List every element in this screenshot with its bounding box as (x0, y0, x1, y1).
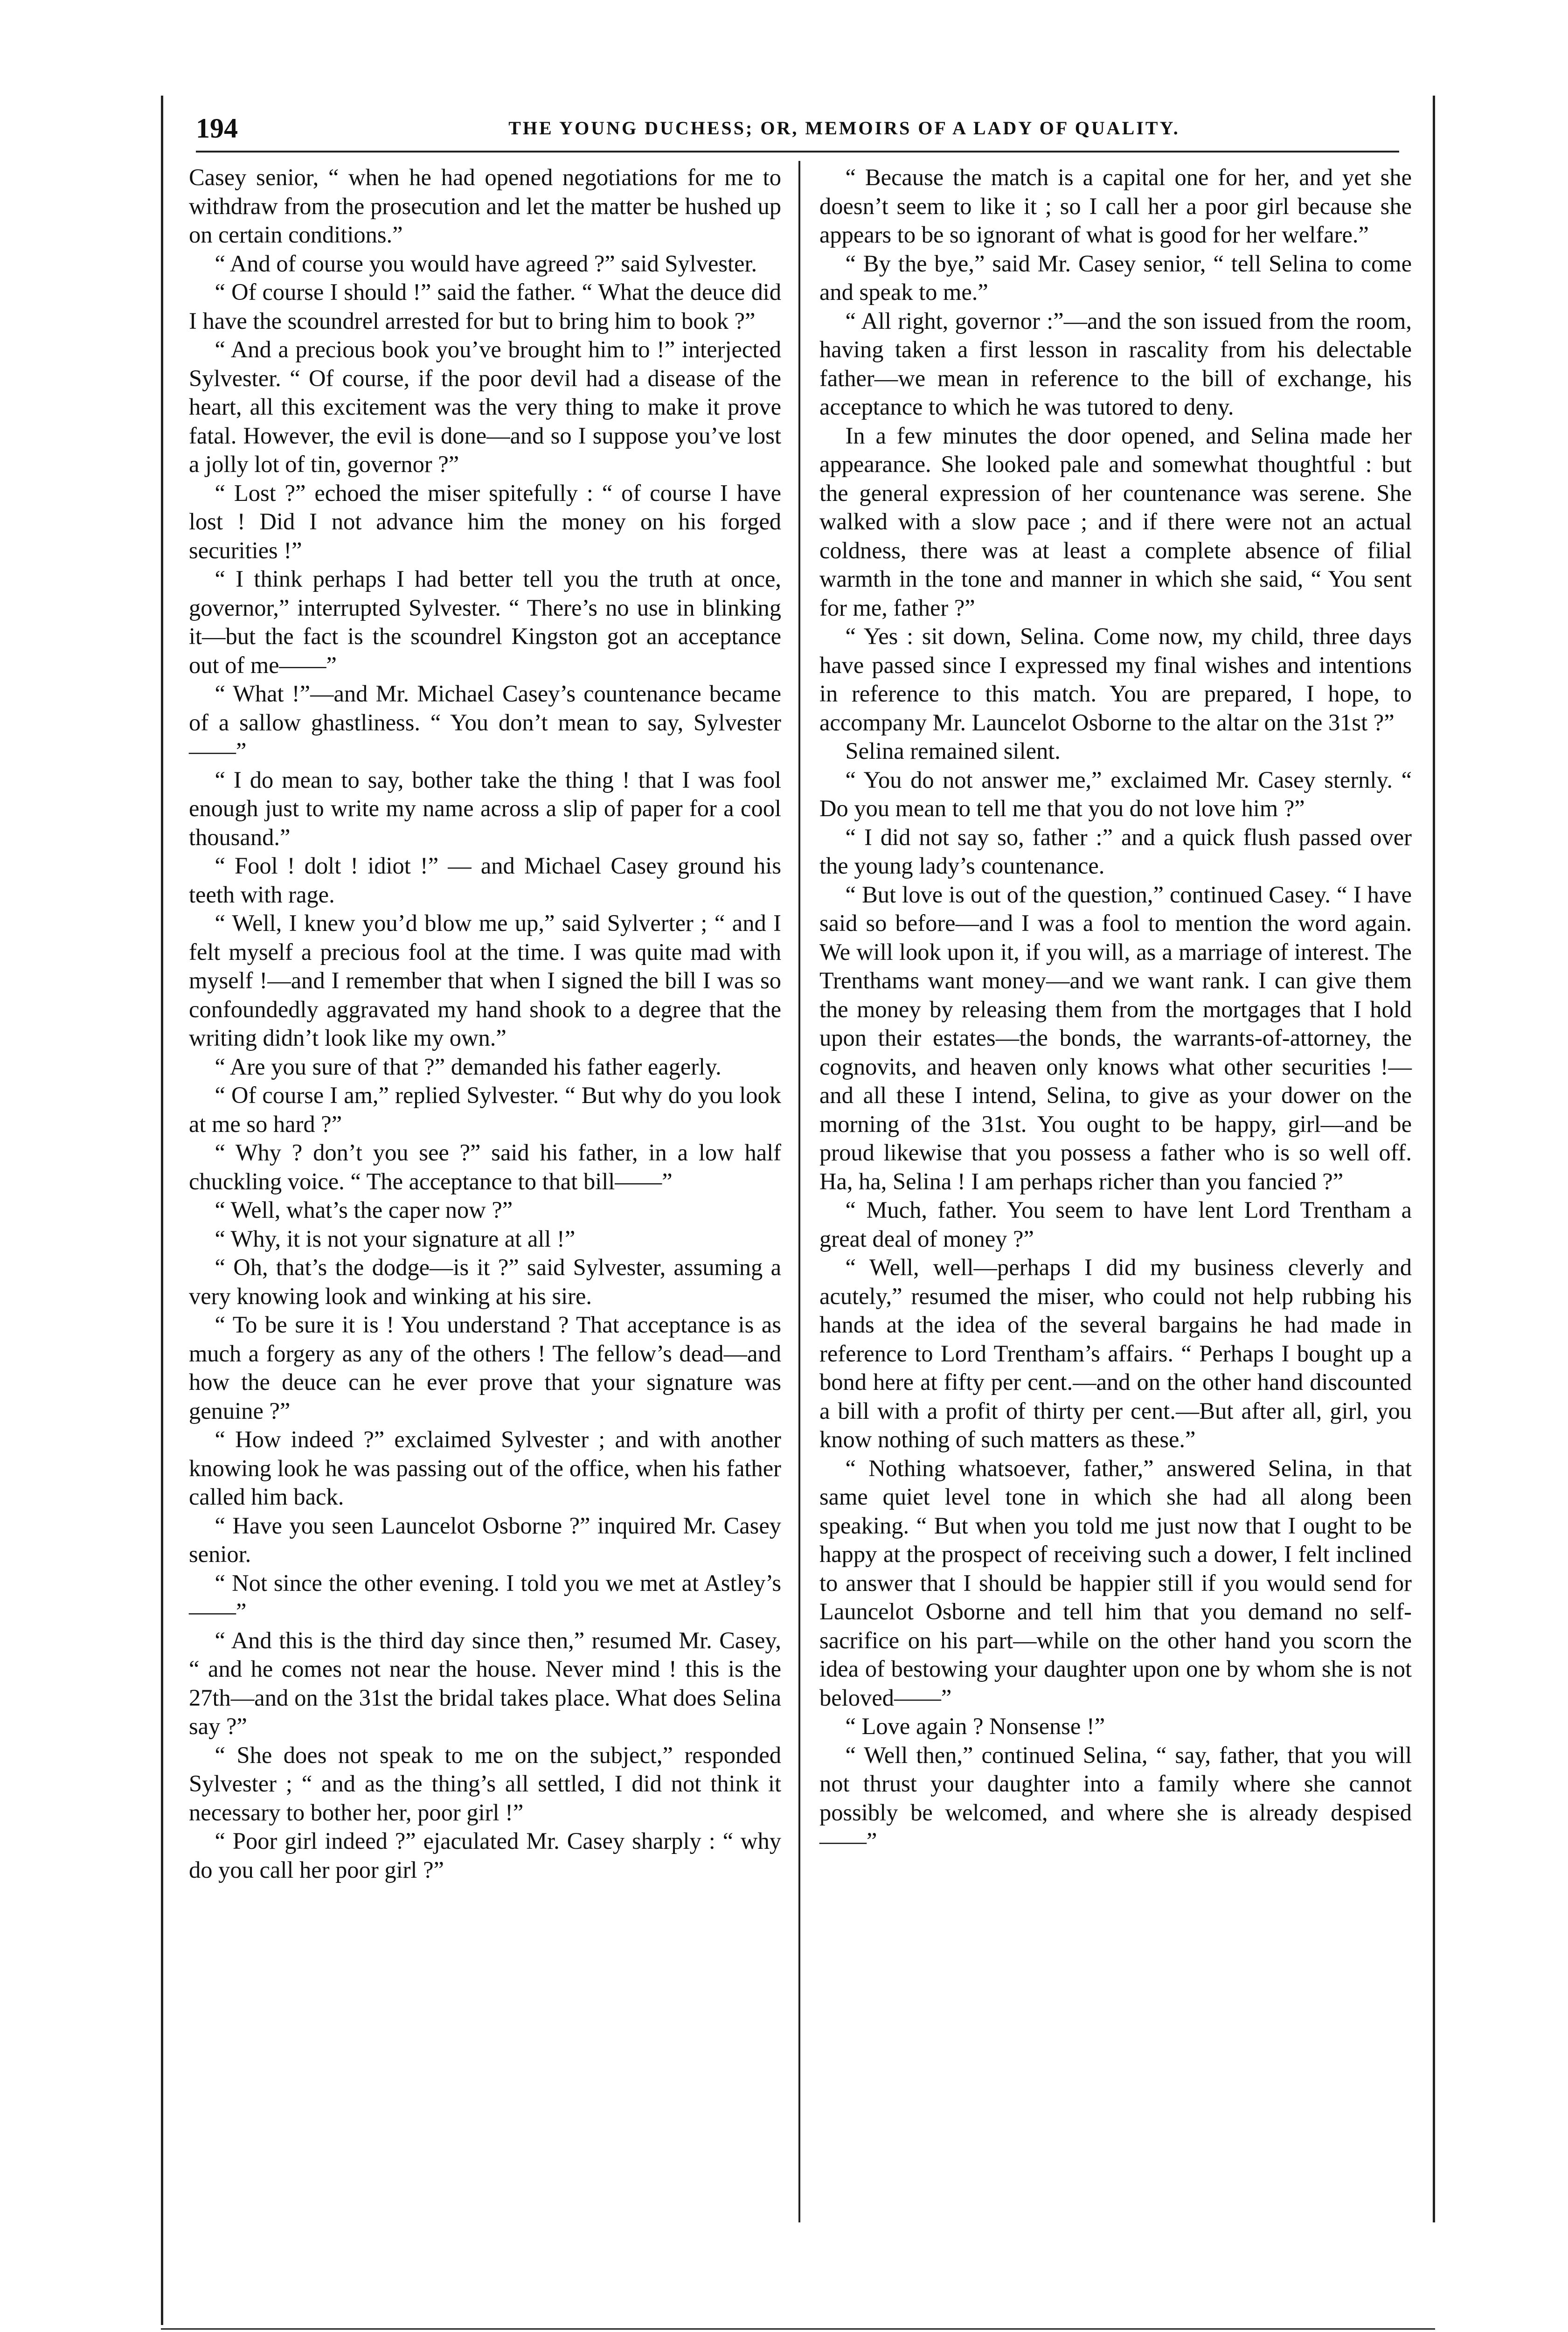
paragraph: “ Lost ?” echoed the miser spitefully : “ of course I have lost ! Did I not advance him the money on his forged securities !” (189, 479, 781, 563)
paragraph: “ I did not say so, father :” and a quick flush passed over the young lady’s countenance. (819, 824, 1412, 879)
paragraph: “ Poor girl indeed ?” ejaculated Mr. Casey sharply : “ why do you call her poor girl ?” (189, 1828, 781, 1883)
right-border-rule (1433, 96, 1435, 2222)
paragraph: “ And of course you would have agreed ?” said Sylvester. (215, 250, 757, 277)
paragraph: “ Much, father. You seem to have lent Lord Trentham a great deal of money ?” (819, 1197, 1412, 1252)
left-column (189, 163, 781, 1884)
paragraph: “ By the bye,” said Mr. Casey senior, “ tell Selina to come and speak to me.” (819, 250, 1412, 305)
paragraph: “ But love is out of the question,” continued Casey. “ I have said so before—and I was a fool to mention the word again. We will look upon it, if you will, as a marriage of interest. The Trenthams want money—and we want rank. I can give them the money by releasing them from the mortgages that I hold upon their estates—the bonds, the warrants-of-attorney, the cognovits, and heaven only knows what other securities !—and all these I intend, Selina, to give as your dower on the morning of the 31st. You ought to be happy, girl—and be proud likewise that you possess a father who is so well off. Ha, ha, Selina ! I am perhaps richer than you fancied ?” (819, 881, 1412, 1194)
paragraph: “ Nothing whatsoever, father,” answered Selina, in that same quiet level tone in which she had all along been speaking. “ But when you told me just now that I ought to be happy at the prospect of receiving such a dower, I felt inclined to answer that I should be happier still if you would send for Launcelot Osborne and tell him that you demand no self-sacrifice on his part—while on the other hand you scorn the idea of bestowing your daughter upon one by whom she is not beloved——” (819, 1455, 1412, 1711)
column-divider (798, 161, 800, 2222)
page-number: 194 (196, 113, 238, 144)
paragraph: “ How indeed ?” exclaimed Sylvester ; and with another knowing look he was passing out of the office, when his father called him back. (189, 1426, 781, 1510)
paragraph: “ Well, well—perhaps I did my business cleverly and acutely,” resumed the miser, who could not help rubbing his hands at the idea of the several bargains he had made in reference to Lord Trentham’s affairs. “ Perhaps I bought up a bond here at fifty per cent.—and on the other hand discounted a bill with a profit of thirty per cent.—But after all, girl, you know nothing of such matters as these.” (819, 1254, 1412, 1452)
paragraph: “ All right, governor :”—and the son issued from the room, having taken a first lesson in rascality from his delectable father—we mean in reference to the bill of exchange, his acceptance to which he was tutored to deny. (819, 307, 1412, 420)
page-header (196, 110, 1399, 147)
paragraph: “ Are you sure of that ?” demanded his father eagerly. (215, 1053, 722, 1080)
paragraph: “ Oh, that’s the dodge—is it ?” said Sylvester, assuming a very knowing look and winking at his sire. (189, 1254, 781, 1309)
paragraph: “ What !”—and Mr. Michael Casey’s countenance became of a sallow ghastliness. “ You don’t mean to say, Sylvester——” (189, 680, 781, 764)
right-column (819, 163, 1412, 1856)
paragraph: “ Yes : sit down, Selina. Come now, my child, three days have passed since I expressed my final wishes and intentions in reference to this match. You are prepared, I hope, to accompany Mr. Launcelot Osborne to the altar on the 31st ?” (819, 623, 1412, 736)
paragraph: “ Why, it is not your signature at all !” (215, 1225, 576, 1252)
paragraph: “ You do not answer me,” exclaimed Mr. Casey sternly. “ Do you mean to tell me that you do not love him ?” (819, 766, 1412, 821)
paragraph: “ Fool ! dolt ! idiot !” — and Michael Casey ground his teeth with rage. (189, 853, 781, 908)
bottom-border-rule-thin (161, 2328, 1435, 2330)
page-frame (161, 96, 1435, 2332)
header-rule (196, 151, 1399, 153)
paragraph: “ I think perhaps I had better tell you the truth at once, governor,” interrupted Sylvester. “ There’s no use in blinking it—but the fact is the scoundrel Kingston got an acceptance out of me——” (189, 566, 781, 678)
paragraph: “ She does not speak to me on the subject,” responded Sylvester ; “ and as the thing’s all settled, I did not think it necessary to bother her, poor girl !” (189, 1742, 781, 1825)
paragraph: Casey senior, “ when he had opened negotiations for me to withdraw from the prosecution and let the matter be hushed up on certain conditions.” (189, 164, 781, 248)
paragraph: “ Well then,” continued Selina, “ say, father, that you will not thrust your daughter into a family where she cannot possibly be welcomed, and where she is already despised——” (819, 1742, 1412, 1854)
paragraph: “ Love again ? Nonsense !” (845, 1713, 1105, 1739)
paragraph: “ Of course I should !” said the father. “ What the deuce did I have the scoundrel arrested for but to bring him to book ?” (189, 279, 781, 334)
paragraph: “ Not since the other evening. I told you we met at Astley’s——” (189, 1569, 781, 1624)
paragraph: “ Because the match is a capital one for her, and yet she doesn’t seem to like it ; so I call her a poor girl because she appears to be so ignorant of what is good for her welfare.” (819, 164, 1412, 248)
paragraph: Selina remained silent. (845, 738, 1061, 764)
left-border-rule (161, 96, 163, 2325)
paragraph: “ I do mean to say, bother take the thing ! that I was fool enough just to write my name across a slip of paper for a cool thousand.” (189, 766, 781, 850)
paragraph: “ Have you seen Launcelot Osborne ?” inquired Mr. Casey senior. (189, 1512, 781, 1567)
paragraph: In a few minutes the door opened, and Selina made her appearance. She looked pale and somewhat thoughtful : but the general expression of her countenance was serene. She walked with a slow pace ; and if there were not an actual coldness, there was at least a complete absence of filial warmth in the tone and manner in which she said, “ You sent for me, father ?” (819, 422, 1412, 621)
running-title: THE YOUNG DUCHESS; OR, MEMOIRS OF A LADY OF QUALITY. (508, 118, 1180, 139)
paragraph: “ And a precious book you’ve brought him to !” interjected Sylvester. “ Of course, if the poor devil had a disease of the heart, all this excitement was the very thing to make it prove fatal. However, the evil is done—and so I suppose you’ve lost a jolly lot of tin, governor ?” (189, 336, 781, 477)
paragraph: “ And this is the third day since then,” resumed Mr. Casey, “ and he comes not near the house. Never mind ! this is the 27th—and on the 31st the bridal takes place. What does Selina say ?” (189, 1627, 781, 1739)
paragraph: “ Well, I knew you’d blow me up,” said Sylverter ; “ and I felt myself a precious fool at the time. I was quite mad with myself !—and I remember that when I signed the bill I was so confoundedly aggravated my hand shook to a degree that the writing didn’t look like my own.” (189, 910, 781, 1051)
paragraph: “ To be sure it is ! You understand ? That acceptance is as much a forgery as any of the others ! The fellow’s dead—and how the deuce can he ever prove that your signature was genuine ?” (189, 1312, 781, 1424)
paragraph: “ Why ? don’t you see ?” said his father, in a low half chuckling voice. “ The acceptance to that bill——” (189, 1139, 781, 1194)
paragraph: “ Of course I am,” replied Sylvester. “ But why do you look at me so hard ?” (189, 1082, 781, 1137)
paragraph: “ Well, what’s the caper now ?” (215, 1197, 513, 1223)
